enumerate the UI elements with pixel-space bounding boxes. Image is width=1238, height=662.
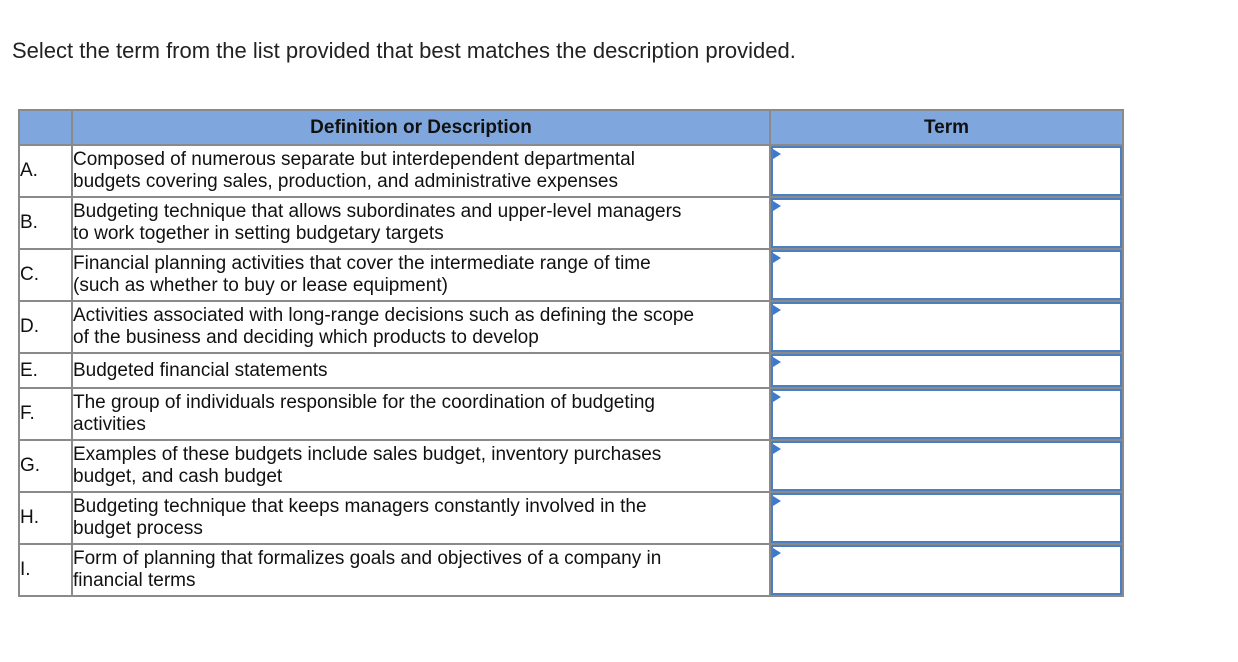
term-dropdown[interactable]	[771, 441, 1122, 491]
table-row	[19, 440, 1123, 492]
description-line-1: Financial planning activities that cover the intermediate range of time	[73, 253, 651, 274]
dropdown-caret-icon	[773, 496, 781, 506]
term-dropdown[interactable]	[771, 198, 1122, 248]
term-cell	[770, 544, 1123, 596]
table-header-row	[19, 110, 1123, 145]
term-dropdown[interactable]	[771, 545, 1122, 595]
row-letter: G.	[19, 440, 72, 492]
row-letter: E.	[19, 353, 72, 388]
description-line-1: Budgeted financial statements	[73, 359, 328, 381]
table-row	[19, 301, 1123, 353]
row-description	[72, 544, 770, 596]
term-dropdown[interactable]	[771, 302, 1122, 352]
row-letter: H.	[19, 492, 72, 544]
row-description	[72, 440, 770, 492]
table-row	[19, 249, 1123, 301]
term-dropdown[interactable]	[771, 250, 1122, 300]
row-description	[72, 249, 770, 301]
row-description	[72, 492, 770, 544]
question-instruction: Select the term from the list provided that best matches the description provided.	[12, 38, 796, 63]
term-dropdown[interactable]	[771, 354, 1122, 387]
description-line-2: budgets covering sales, production, and administrative expenses	[73, 171, 618, 192]
row-description	[72, 145, 770, 197]
table-row	[19, 492, 1123, 544]
term-column-header: Term	[770, 110, 1123, 145]
description-line-1: Composed of numerous separate but interdependent departmental	[73, 149, 635, 170]
term-cell	[770, 197, 1123, 249]
term-cell	[770, 492, 1123, 544]
row-letter: C.	[19, 249, 72, 301]
term-dropdown[interactable]	[771, 493, 1122, 543]
dropdown-caret-icon	[773, 201, 781, 211]
table-row	[19, 197, 1123, 249]
term-dropdown[interactable]	[771, 146, 1122, 196]
letter-column-header	[19, 110, 72, 145]
dropdown-caret-icon	[773, 253, 781, 263]
row-letter: F.	[19, 388, 72, 440]
dropdown-caret-icon	[773, 357, 781, 367]
description-line-1: The group of individuals responsible for the coordination of budgeting	[73, 392, 655, 413]
description-line-2: to work together in setting budgetary targets	[73, 223, 444, 244]
matching-table	[18, 109, 1124, 597]
term-cell	[770, 440, 1123, 492]
dropdown-caret-icon	[773, 548, 781, 558]
description-line-2: financial terms	[73, 570, 196, 591]
dropdown-caret-icon	[773, 392, 781, 402]
term-cell	[770, 388, 1123, 440]
description-line-1: Budgeting technique that keeps managers constantly involved in the	[73, 496, 647, 517]
row-description	[72, 388, 770, 440]
row-description	[72, 197, 770, 249]
description-line-2: (such as whether to buy or lease equipment)	[73, 275, 448, 296]
description-line-1: Budgeting technique that allows subordinates and upper-level managers	[73, 201, 682, 222]
table-row	[19, 388, 1123, 440]
dropdown-caret-icon	[773, 305, 781, 315]
row-letter: D.	[19, 301, 72, 353]
description-line-2: budget process	[73, 518, 203, 539]
term-cell	[770, 249, 1123, 301]
row-letter: I.	[19, 544, 72, 596]
description-line-2: activities	[73, 414, 146, 435]
row-letter: A.	[19, 145, 72, 197]
description-line-1: Form of planning that formalizes goals and objectives of a company in	[73, 548, 662, 569]
description-line-1: Examples of these budgets include sales budget, inventory purchases	[73, 444, 662, 465]
description-line-2: of the business and deciding which products to develop	[73, 327, 539, 348]
row-letter: B.	[19, 197, 72, 249]
term-dropdown[interactable]	[771, 389, 1122, 439]
table-row	[19, 544, 1123, 596]
table-row	[19, 145, 1123, 197]
row-description	[72, 301, 770, 353]
definition-column-header: Definition or Description	[72, 110, 770, 145]
term-cell	[770, 145, 1123, 197]
dropdown-caret-icon	[773, 444, 781, 454]
row-description	[72, 353, 770, 388]
description-line-1: Activities associated with long-range decisions such as defining the scope	[73, 305, 695, 326]
term-cell	[770, 301, 1123, 353]
dropdown-caret-icon	[773, 149, 781, 159]
term-cell	[770, 353, 1123, 388]
description-line-2: budget, and cash budget	[73, 466, 283, 487]
table-row	[19, 353, 1123, 388]
